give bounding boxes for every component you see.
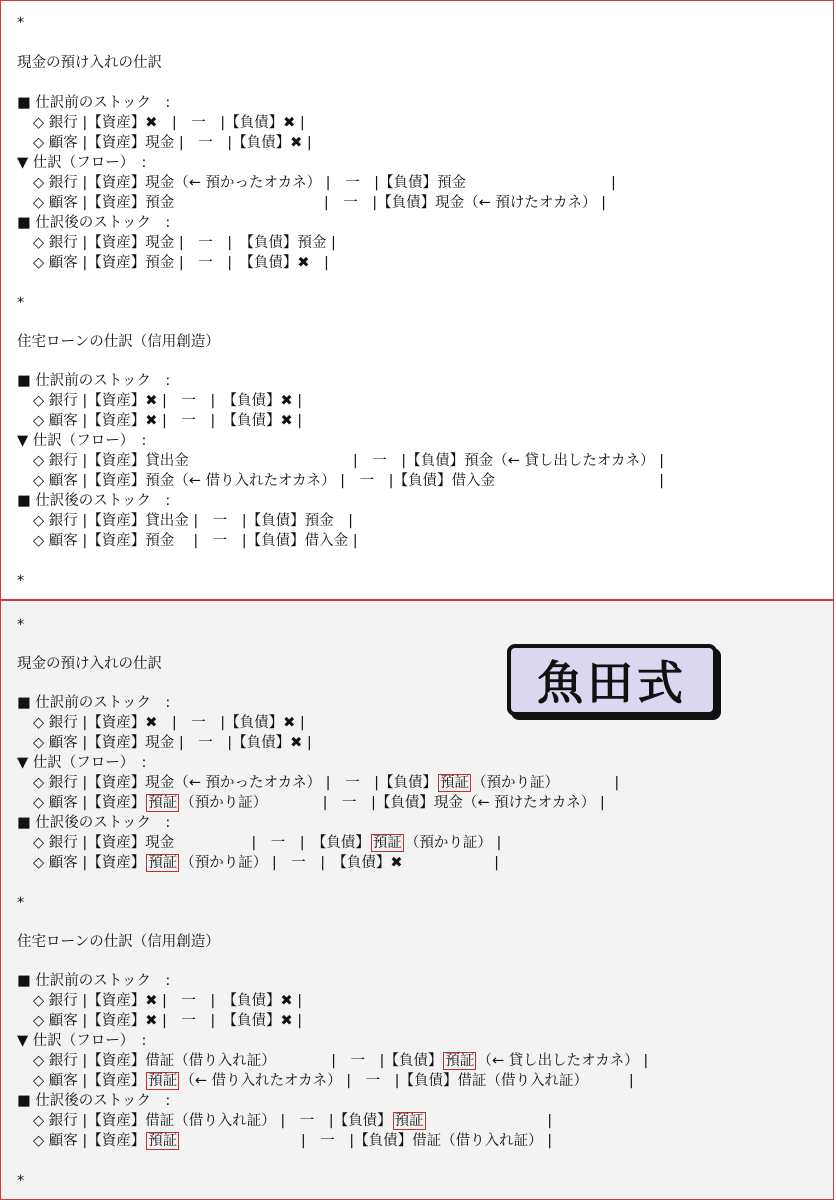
yosho-highlight: 預証 (372, 835, 402, 851)
row-text: ◇ 顧客 |【資産】 (33, 795, 146, 811)
heading-after-stock: ■ 仕訳後のストック : (17, 493, 171, 509)
row-customer (33, 793, 605, 813)
row-text: （預かり証） | (404, 835, 502, 851)
row-customer: ◇ 顧客 |【資産】預金（← 借り入れたオカネ） | 一 |【負債】借入金 | (33, 473, 664, 489)
row-bank (33, 1111, 552, 1131)
row-customer (33, 1071, 634, 1091)
row-bank (33, 833, 501, 853)
heading-after-stock: ■ 仕訳後のストック : (17, 215, 171, 231)
row-text: ◇ 銀行 |【資産】現金 | 一 | 【負債】 (33, 835, 370, 851)
section-title-housing-loan: 住宅ローンの仕訳（信用創造） (17, 934, 220, 950)
separator-star: * (17, 295, 25, 311)
row-text: （預かり証） | 一 | 【負債】✖ | (180, 855, 500, 871)
row-bank: ◇ 銀行 |【資産】現金 | 一 | 【負債】預金 | (33, 235, 336, 251)
yosho-highlight: 預証 (439, 775, 469, 791)
row-customer: ◇ 顧客 |【資産】預金 | 一 |【負債】現金（← 預けたオカネ） | (33, 195, 606, 211)
row-text: ◇ 顧客 |【資産】 (33, 1073, 146, 1089)
row-text: ◇ 顧客 |【資産】 (33, 855, 146, 871)
row-text: ◇ 銀行 |【資産】現金（← 預かったオカネ） | 一 |【負債】 (33, 775, 437, 791)
separator-star: * (17, 617, 25, 633)
yosho-highlight: 預証 (148, 795, 178, 811)
row-bank (33, 773, 619, 793)
row-customer: ◇ 顧客 |【資産】預金 | 一 | 【負債】✖ | (33, 255, 329, 271)
row-text: ◇ 銀行 |【資産】借証（借り入れ証） | 一 |【負債】 (33, 1053, 443, 1069)
row-text: ◇ 顧客 |【資産】 (33, 1133, 146, 1149)
heading-flow: ▼ 仕訳（フロー） : (17, 155, 147, 171)
section-title-cash-deposit: 現金の預け入れの仕訳 (17, 656, 162, 672)
heading-before-stock: ■ 仕訳前のストック : (17, 95, 171, 111)
heading-before-stock: ■ 仕訳前のストック : (17, 373, 171, 389)
uota-shiki-logo: 魚田式 (507, 644, 717, 716)
yosho-highlight: 預証 (148, 1073, 178, 1089)
row-bank: ◇ 銀行 |【資産】✖ | 一 |【負債】✖ | (33, 115, 305, 131)
separator-star: * (17, 1173, 25, 1189)
row-customer: ◇ 顧客 |【資産】現金 | 一 |【負債】✖ | (33, 135, 312, 151)
row-text: （← 貸し出したオカネ） | (477, 1053, 649, 1069)
row-customer: ◇ 顧客 |【資産】預金 | 一 |【負債】借入金 | (33, 533, 358, 549)
row-customer (33, 853, 499, 873)
row-text: （預かり証） | (471, 775, 620, 791)
row-bank: ◇ 銀行 |【資産】✖ | 一 | 【負債】✖ | (33, 993, 303, 1009)
row-bank: ◇ 銀行 |【資産】✖ | 一 | 【負債】✖ | (33, 393, 303, 409)
row-bank: ◇ 銀行 |【資産】貸出金 | 一 |【負債】預金 | (33, 513, 354, 529)
yosho-highlight: 預証 (148, 855, 178, 871)
row-text: （預かり証） | 一 |【負債】現金（← 預けたオカネ） | (180, 795, 605, 811)
yosho-highlight: 預証 (445, 1053, 475, 1069)
row-bank (33, 1051, 648, 1071)
row-text: | (426, 1113, 553, 1129)
heading-flow: ▼ 仕訳（フロー） : (17, 1033, 147, 1049)
row-customer (33, 1131, 552, 1151)
row-bank: ◇ 銀行 |【資産】現金（← 預かったオカネ） | 一 |【負債】預金 | (33, 175, 616, 191)
row-text: ◇ 銀行 |【資産】借証（借り入れ証） | 一 |【負債】 (33, 1113, 392, 1129)
row-customer: ◇ 顧客 |【資産】✖ | 一 | 【負債】✖ | (33, 1013, 303, 1029)
section-title-cash-deposit: 現金の預け入れの仕訳 (17, 55, 162, 71)
heading-before-stock: ■ 仕訳前のストック : (17, 973, 171, 989)
row-customer: ◇ 顧客 |【資産】✖ | 一 | 【負債】✖ | (33, 413, 303, 429)
row-customer: ◇ 顧客 |【資産】現金 | 一 |【負債】✖ | (33, 735, 312, 751)
row-bank: ◇ 銀行 |【資産】✖ | 一 |【負債】✖ | (33, 715, 305, 731)
heading-flow: ▼ 仕訳（フロー） : (17, 433, 147, 449)
separator-star: * (17, 895, 25, 911)
yosho-highlight: 預証 (394, 1113, 424, 1129)
separator-star: * (17, 15, 25, 31)
heading-after-stock: ■ 仕訳後のストック : (17, 1093, 171, 1109)
separator-star: * (17, 573, 25, 589)
panel-uota-style (0, 600, 834, 1200)
heading-after-stock: ■ 仕訳後のストック : (17, 815, 171, 831)
row-bank: ◇ 銀行 |【資産】貸出金 | 一 |【負債】預金（← 貸し出したオカネ） | (33, 453, 664, 469)
yosho-highlight: 預証 (148, 1133, 178, 1149)
panel-original (0, 0, 834, 600)
heading-before-stock: ■ 仕訳前のストック : (17, 695, 171, 711)
heading-flow: ▼ 仕訳（フロー） : (17, 755, 147, 771)
row-text: | 一 |【負債】借証（借り入れ証） | (180, 1133, 553, 1149)
section-title-housing-loan: 住宅ローンの仕訳（信用創造） (17, 334, 220, 350)
row-text: （← 借り入れたオカネ） | 一 |【負債】借証（借り入れ証） | (180, 1073, 634, 1089)
